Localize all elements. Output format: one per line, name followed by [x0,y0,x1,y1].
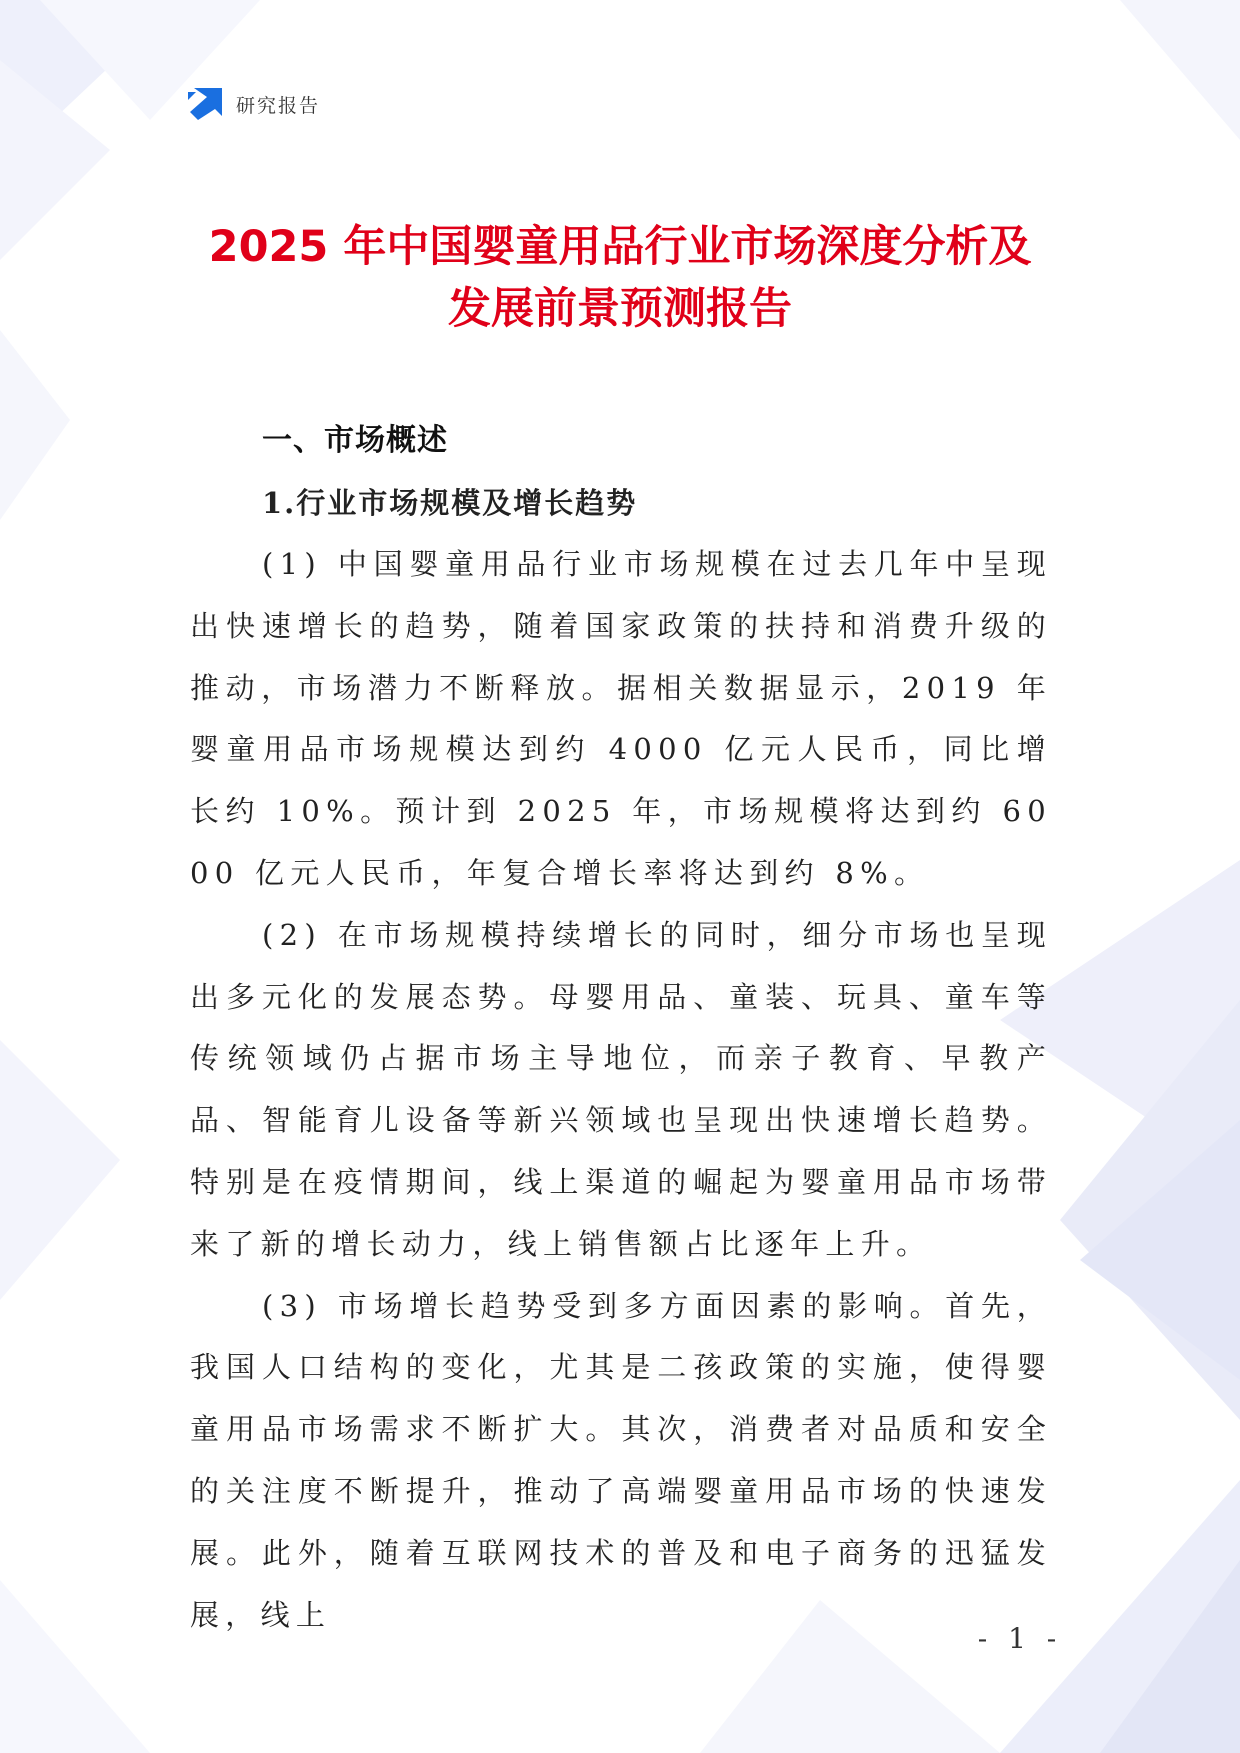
section-heading: 一、市场概述 [262,423,448,458]
page-number: - 1 - [977,1622,1063,1655]
document-body [190,410,1052,1646]
title-line-1: 2025 年中国婴童用品行业市场深度分析及 [208,222,1032,272]
paragraph-1: (1) 中国婴童用品行业市场规模在过去几年中呈现出快速增长的趋势，随着国家政策的扶持和消费升级的推动，市场潜力不断释放。据相关数据显示，2019 年婴童用品市场规模达到约 4000 亿元人民币，同比增长约 10%。预计到 2025 年，市场规模将达到约 6000 亿元人民币，年复合增长率将达到约 8%。 [190,547,1052,890]
document-title [120,216,1120,340]
report-header [188,88,320,120]
paragraph-3: (3) 市场增长趋势受到多方面因素的影响。首先，我国人口结构的变化，尤其是二孩政策的实施，使得婴童用品市场需求不断扩大。其次，消费者对品质和安全的关注度不断提升，推动了高端婴童用品市场的快速发展。此外，随着互联网技术的普及和电子商务的迅猛发展，线上 [190,1288,1052,1632]
header-label: 研究报告 [236,94,321,117]
title-line-2: 发展前景预测报告 [448,284,792,334]
paragraph-2: (2) 在市场规模持续增长的同时，细分市场也呈现出多元化的发展态势。母婴用品、童装、玩具、童车等传统领域仍占据市场主导地位，而亲子教育、早教产品、智能育儿设备等新兴领域也呈现出快速增长趋势。特别是在疫情期间，线上渠道的崛起为婴童用品市场带来了新的增长动力，线上销售额占比逐年上升。 [190,917,1052,1261]
arrow-up-right-icon [188,88,222,120]
sub-heading: 1.行业市场规模及增长趋势 [262,486,638,520]
